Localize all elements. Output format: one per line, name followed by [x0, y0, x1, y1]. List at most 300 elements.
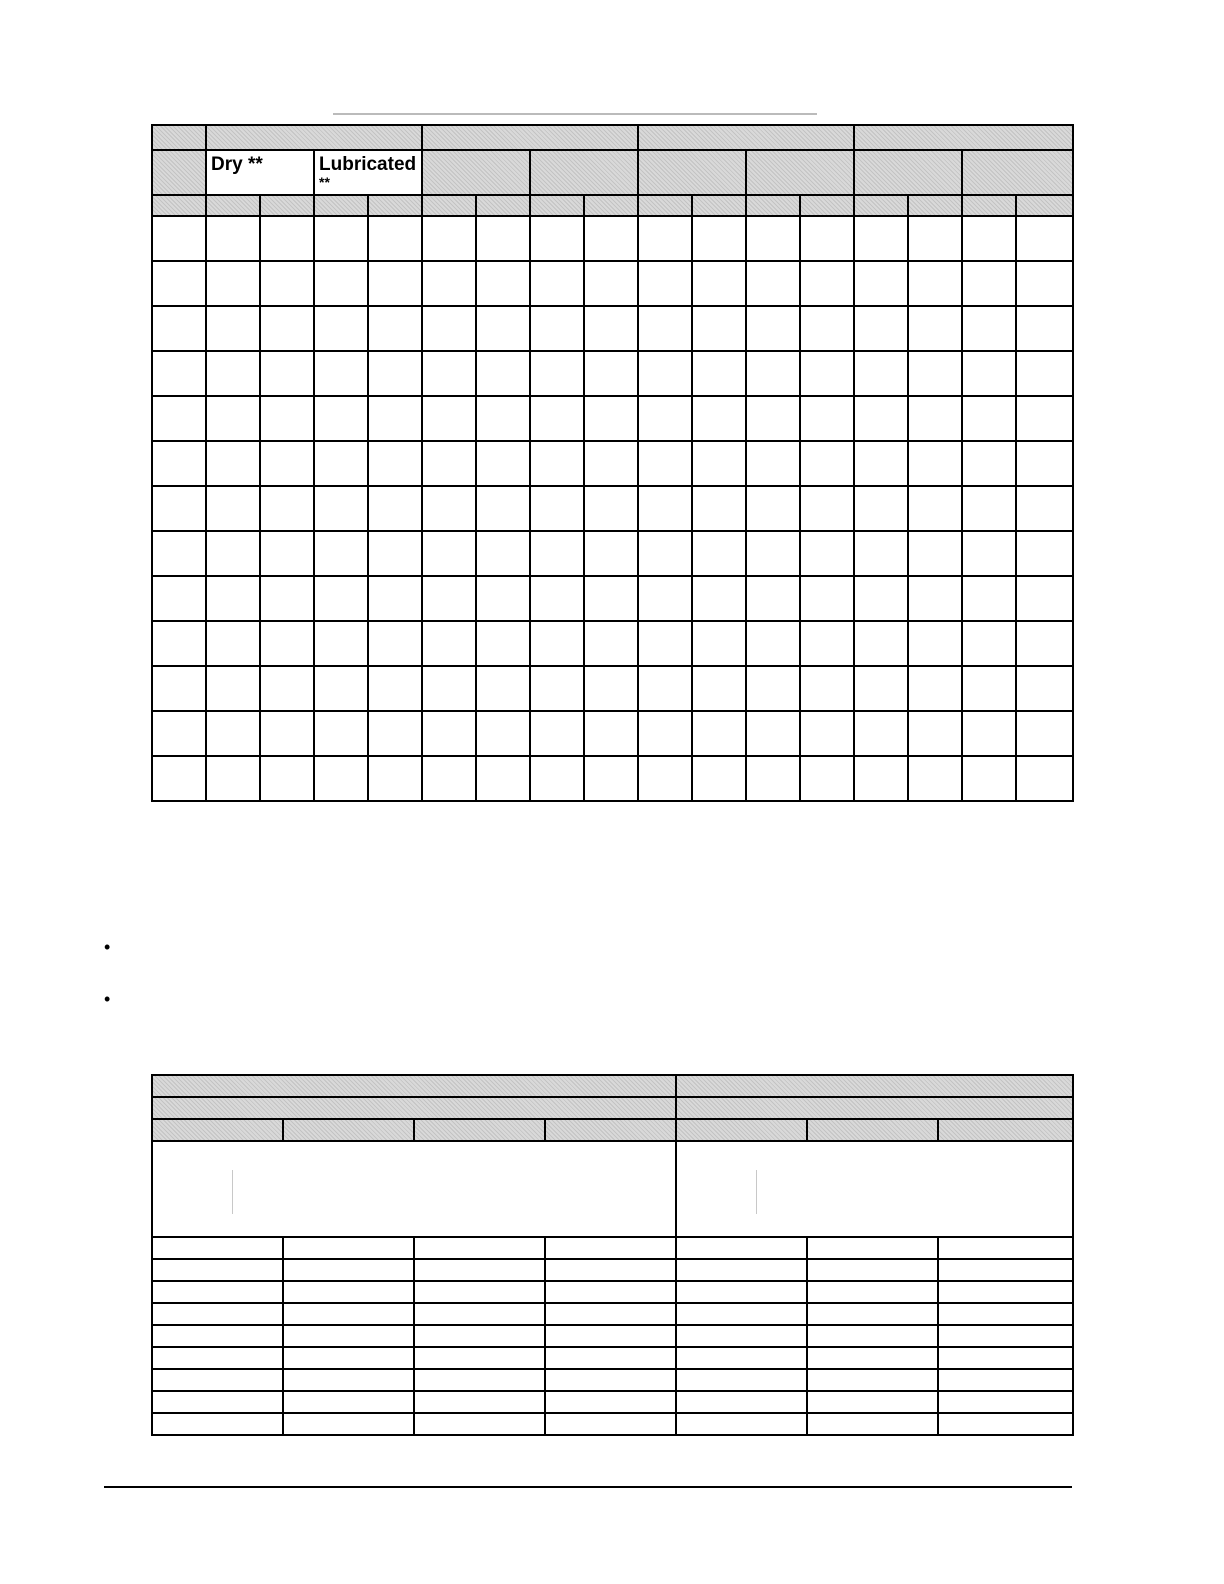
table-cell — [368, 621, 422, 666]
table-cell — [1016, 666, 1073, 711]
table1-group-header-1 — [206, 125, 422, 150]
spec-table — [151, 1074, 1074, 1436]
table1-condition-header-4 — [530, 150, 638, 195]
table1-condition-header-7 — [854, 150, 962, 195]
table-cell — [638, 396, 692, 441]
table-cell — [800, 216, 854, 261]
table-cell — [854, 531, 908, 576]
table-cell — [746, 396, 800, 441]
table-cell — [422, 531, 476, 576]
table2-column-header-row — [152, 1119, 1073, 1141]
table-cell — [1016, 486, 1073, 531]
table-cell — [962, 756, 1016, 801]
table-cell — [807, 1281, 938, 1303]
table-cell — [206, 486, 260, 531]
table-cell — [1016, 216, 1073, 261]
table-cell — [530, 756, 584, 801]
table-cell — [692, 531, 746, 576]
table-cell — [800, 351, 854, 396]
table-cell — [676, 1413, 807, 1435]
table-cell — [530, 351, 584, 396]
table-cell — [422, 351, 476, 396]
table-cell — [800, 261, 854, 306]
table-row — [152, 396, 1073, 441]
table-cell — [530, 531, 584, 576]
table-cell — [746, 531, 800, 576]
table-cell — [545, 1237, 676, 1259]
table-cell — [314, 711, 368, 756]
table-cell — [260, 486, 314, 531]
table-cell — [283, 1281, 414, 1303]
table-cell — [962, 441, 1016, 486]
table-cell — [152, 306, 206, 351]
table-cell — [414, 1413, 545, 1435]
table2-right-notes-cell — [676, 1141, 1073, 1237]
table-cell — [152, 216, 206, 261]
table-cell — [260, 306, 314, 351]
table-cell — [962, 306, 1016, 351]
table-cell — [260, 756, 314, 801]
table-cell — [368, 756, 422, 801]
table-cell — [584, 486, 638, 531]
table-cell — [545, 1369, 676, 1391]
table-cell — [1016, 621, 1073, 666]
table-cell — [530, 711, 584, 756]
table2-left-subtitle — [152, 1097, 676, 1119]
table-cell — [283, 1391, 414, 1413]
table-cell — [530, 441, 584, 486]
table-cell — [584, 441, 638, 486]
table-cell — [962, 351, 1016, 396]
table-cell — [260, 261, 314, 306]
table-cell — [206, 576, 260, 621]
table-cell — [938, 1413, 1073, 1435]
table-cell — [1016, 261, 1073, 306]
table-cell — [692, 486, 746, 531]
table-cell — [422, 486, 476, 531]
table-cell — [260, 576, 314, 621]
table-cell — [260, 621, 314, 666]
table-cell — [530, 216, 584, 261]
table-cell — [584, 621, 638, 666]
table-cell — [638, 216, 692, 261]
table-cell — [638, 486, 692, 531]
table-cell — [422, 441, 476, 486]
table-cell — [283, 1347, 414, 1369]
table-cell — [908, 306, 962, 351]
table-cell — [962, 261, 1016, 306]
table-cell — [422, 621, 476, 666]
table-cell — [545, 1391, 676, 1413]
table-cell — [260, 216, 314, 261]
table-cell — [530, 306, 584, 351]
table-cell — [584, 531, 638, 576]
table-cell — [206, 216, 260, 261]
table-cell — [854, 216, 908, 261]
table1-group-header-4 — [854, 125, 1073, 150]
table1-group-header-row — [152, 125, 1073, 150]
table-cell — [807, 1303, 938, 1325]
table-cell — [854, 486, 908, 531]
table-row — [152, 306, 1073, 351]
table-cell — [908, 576, 962, 621]
table-cell — [638, 441, 692, 486]
table-cell — [854, 711, 908, 756]
table-cell — [314, 396, 368, 441]
table-cell — [206, 621, 260, 666]
table-cell — [530, 261, 584, 306]
table-cell — [206, 711, 260, 756]
table-cell — [545, 1413, 676, 1435]
table-cell — [908, 486, 962, 531]
table-cell — [854, 441, 908, 486]
table-row — [152, 756, 1073, 801]
table-cell — [676, 1281, 807, 1303]
table1-group-header-3 — [638, 125, 854, 150]
table-cell — [422, 711, 476, 756]
table-cell — [746, 486, 800, 531]
table-cell — [152, 261, 206, 306]
table-cell — [152, 396, 206, 441]
table-cell — [807, 1325, 938, 1347]
table-cell — [908, 711, 962, 756]
table-cell — [530, 666, 584, 711]
table-cell — [938, 1391, 1073, 1413]
table-cell — [283, 1413, 414, 1435]
table-cell — [476, 711, 530, 756]
table-cell — [584, 756, 638, 801]
table2-title-row — [152, 1075, 1073, 1097]
table-row — [152, 1303, 1073, 1325]
table-cell — [152, 621, 206, 666]
table-cell — [414, 1391, 545, 1413]
table-cell — [368, 216, 422, 261]
table-cell — [854, 261, 908, 306]
table-cell — [807, 1369, 938, 1391]
table-cell — [206, 351, 260, 396]
table-row — [152, 711, 1073, 756]
table-cell — [584, 576, 638, 621]
table-cell — [638, 576, 692, 621]
table-cell — [152, 756, 206, 801]
table-cell — [260, 666, 314, 711]
table-cell — [807, 1391, 938, 1413]
table-cell — [638, 621, 692, 666]
table1-unit-header-row — [152, 195, 1073, 216]
table-cell — [800, 441, 854, 486]
table-cell — [638, 711, 692, 756]
table-cell — [476, 216, 530, 261]
table-row — [152, 261, 1073, 306]
table1-condition-header-5 — [638, 150, 746, 195]
table-cell — [746, 306, 800, 351]
table-cell — [283, 1303, 414, 1325]
table-cell — [908, 621, 962, 666]
table-cell — [676, 1237, 807, 1259]
table-cell — [368, 486, 422, 531]
table-cell — [414, 1347, 545, 1369]
table1-condition-header-8 — [962, 150, 1073, 195]
table-cell — [962, 621, 1016, 666]
table-cell — [314, 441, 368, 486]
table-row — [152, 1259, 1073, 1281]
table-cell — [422, 576, 476, 621]
table-row — [152, 1391, 1073, 1413]
table-cell — [1016, 756, 1073, 801]
table-cell — [638, 666, 692, 711]
lubricated-sub-label: ** — [319, 174, 330, 190]
table-cell — [414, 1281, 545, 1303]
table-cell — [807, 1347, 938, 1369]
table-cell — [746, 756, 800, 801]
table-cell — [938, 1259, 1073, 1281]
table-cell — [807, 1259, 938, 1281]
table-cell — [584, 261, 638, 306]
table-cell — [676, 1325, 807, 1347]
table-cell — [962, 711, 1016, 756]
table-cell — [530, 486, 584, 531]
table-cell — [908, 396, 962, 441]
table-cell — [368, 351, 422, 396]
table-row — [152, 216, 1073, 261]
table-cell — [584, 396, 638, 441]
table-cell — [676, 1391, 807, 1413]
table-cell — [152, 1413, 283, 1435]
table-cell — [422, 261, 476, 306]
table-cell — [530, 621, 584, 666]
table-cell — [800, 666, 854, 711]
table-cell — [152, 666, 206, 711]
table-cell — [854, 621, 908, 666]
table-cell — [414, 1303, 545, 1325]
table-row — [152, 1347, 1073, 1369]
table-cell — [584, 306, 638, 351]
table1-group-header-2 — [422, 125, 638, 150]
table-cell — [908, 261, 962, 306]
table-cell — [368, 261, 422, 306]
table-row — [152, 1237, 1073, 1259]
table-cell — [746, 351, 800, 396]
table-cell — [746, 441, 800, 486]
table-cell — [476, 396, 530, 441]
table-cell — [368, 306, 422, 351]
table-cell — [854, 306, 908, 351]
table-cell — [692, 306, 746, 351]
table-cell — [476, 576, 530, 621]
table-cell — [545, 1303, 676, 1325]
table-cell — [260, 531, 314, 576]
table-cell — [314, 576, 368, 621]
table-cell — [476, 306, 530, 351]
table-row — [152, 531, 1073, 576]
table-cell — [422, 756, 476, 801]
table2-body — [152, 1237, 1073, 1435]
table-cell — [854, 396, 908, 441]
table-row — [152, 1325, 1073, 1347]
table1-dry-header — [206, 150, 314, 195]
table-cell — [422, 396, 476, 441]
table-cell — [152, 1369, 283, 1391]
table-cell — [584, 666, 638, 711]
table-cell — [260, 396, 314, 441]
table1-condition-header-6 — [746, 150, 854, 195]
table-cell — [746, 621, 800, 666]
footer-rule — [104, 1486, 1072, 1488]
table-cell — [638, 351, 692, 396]
table-cell — [476, 666, 530, 711]
table-cell — [530, 396, 584, 441]
table-cell — [545, 1281, 676, 1303]
table-cell — [800, 576, 854, 621]
table-cell — [1016, 351, 1073, 396]
table-cell — [476, 531, 530, 576]
table-row — [152, 576, 1073, 621]
table-cell — [938, 1281, 1073, 1303]
table-cell — [962, 486, 1016, 531]
table-cell — [152, 486, 206, 531]
table-cell — [692, 711, 746, 756]
table-cell — [854, 351, 908, 396]
table-cell — [692, 756, 746, 801]
table-cell — [545, 1259, 676, 1281]
table-cell — [962, 576, 1016, 621]
table1-corner-cell — [152, 125, 206, 150]
table-cell — [283, 1325, 414, 1347]
table-cell — [152, 711, 206, 756]
table-cell — [692, 621, 746, 666]
table-cell — [1016, 711, 1073, 756]
table-row — [152, 351, 1073, 396]
table-cell — [962, 531, 1016, 576]
table-cell — [692, 666, 746, 711]
table1-condition-header-row — [152, 150, 1073, 195]
table-cell — [908, 666, 962, 711]
table-cell — [908, 351, 962, 396]
table-cell — [283, 1259, 414, 1281]
table-cell — [638, 261, 692, 306]
table-cell — [476, 351, 530, 396]
table-cell — [854, 666, 908, 711]
table-cell — [152, 531, 206, 576]
table-cell — [476, 756, 530, 801]
table-cell — [314, 261, 368, 306]
table-cell — [746, 711, 800, 756]
table-cell — [938, 1237, 1073, 1259]
table-row — [152, 486, 1073, 531]
table-cell — [476, 441, 530, 486]
torque-table — [151, 124, 1074, 802]
table-cell — [1016, 441, 1073, 486]
table-cell — [800, 756, 854, 801]
table-cell — [476, 621, 530, 666]
table-cell — [638, 531, 692, 576]
table-cell — [908, 441, 962, 486]
table-cell — [206, 306, 260, 351]
table-cell — [545, 1347, 676, 1369]
table-cell — [746, 666, 800, 711]
table-cell — [152, 1391, 283, 1413]
table-cell — [908, 216, 962, 261]
table1-size-header-cell — [152, 150, 206, 195]
table-cell — [676, 1347, 807, 1369]
table-cell — [283, 1369, 414, 1391]
table-cell — [368, 441, 422, 486]
table-cell — [260, 351, 314, 396]
table-cell — [314, 306, 368, 351]
table-cell — [545, 1325, 676, 1347]
table-cell — [638, 756, 692, 801]
bullet-item-2: • — [104, 989, 111, 1009]
top-rule — [333, 113, 817, 115]
table-cell — [422, 216, 476, 261]
table-row — [152, 1413, 1073, 1435]
table-cell — [152, 1325, 283, 1347]
table-cell — [938, 1325, 1073, 1347]
vertical-mark — [232, 1170, 233, 1214]
bullet-item-1: • — [104, 937, 111, 957]
table-cell — [676, 1369, 807, 1391]
table-cell — [746, 261, 800, 306]
table2-right-subtitle — [676, 1097, 1073, 1119]
table-cell — [800, 306, 854, 351]
table-cell — [260, 711, 314, 756]
table-cell — [314, 216, 368, 261]
table-cell — [206, 396, 260, 441]
table-cell — [206, 531, 260, 576]
table-cell — [476, 486, 530, 531]
table-cell — [692, 261, 746, 306]
table-cell — [692, 396, 746, 441]
table-cell — [692, 576, 746, 621]
table-cell — [908, 531, 962, 576]
table-row — [152, 621, 1073, 666]
table-cell — [152, 1281, 283, 1303]
table1-lubricated-header — [314, 150, 422, 195]
table-cell — [530, 576, 584, 621]
table-cell — [368, 531, 422, 576]
table-cell — [938, 1303, 1073, 1325]
table-row — [152, 441, 1073, 486]
vertical-mark — [756, 1170, 757, 1214]
table-cell — [854, 756, 908, 801]
table-cell — [1016, 576, 1073, 621]
table2-left-notes-cell — [152, 1141, 676, 1237]
table-cell — [676, 1259, 807, 1281]
table-cell — [368, 666, 422, 711]
table-cell — [206, 441, 260, 486]
table-cell — [692, 216, 746, 261]
table-cell — [260, 441, 314, 486]
table-cell — [584, 711, 638, 756]
table-cell — [692, 441, 746, 486]
table-cell — [422, 666, 476, 711]
table-cell — [414, 1259, 545, 1281]
table-row — [152, 1369, 1073, 1391]
table1-body — [152, 216, 1073, 801]
table2-subtitle-row — [152, 1097, 1073, 1119]
table-cell — [314, 621, 368, 666]
table-cell — [938, 1347, 1073, 1369]
table1-condition-header-3 — [422, 150, 530, 195]
table-cell — [206, 666, 260, 711]
table-cell — [692, 351, 746, 396]
table-cell — [314, 666, 368, 711]
table-cell — [152, 1303, 283, 1325]
table-cell — [800, 486, 854, 531]
table-cell — [807, 1237, 938, 1259]
table-cell — [152, 1259, 283, 1281]
table-cell — [314, 531, 368, 576]
